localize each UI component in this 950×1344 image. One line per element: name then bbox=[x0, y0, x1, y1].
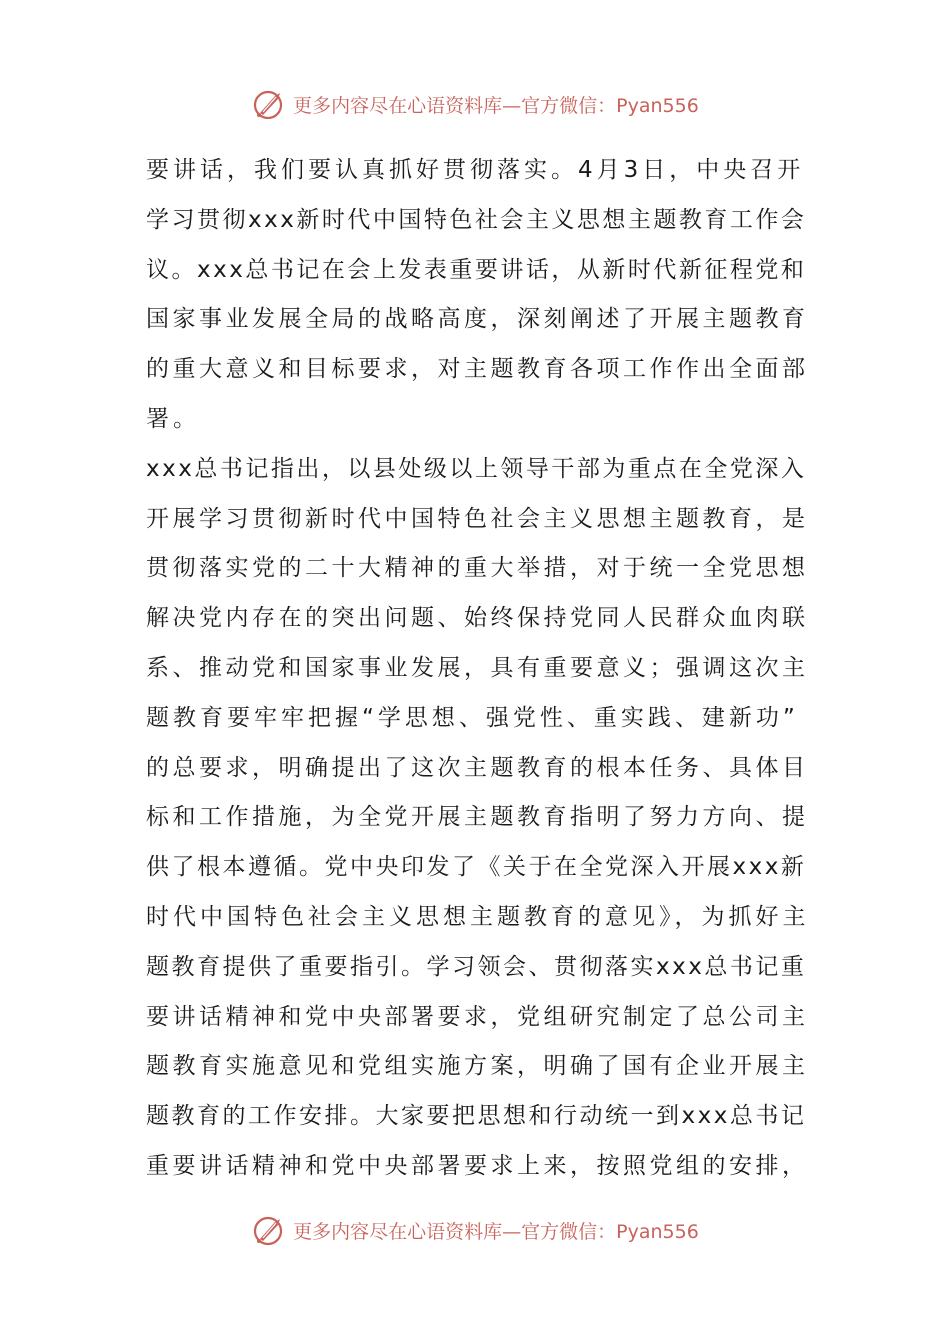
header-banner bbox=[0, 82, 950, 126]
body-line: 国家事业发展全局的战略高度，深刻阐述了开展主题教育 bbox=[146, 306, 809, 333]
body-line: 议。xxx总书记在会上发表重要讲话，从新时代新征程党和 bbox=[146, 256, 807, 283]
footer-banner bbox=[0, 1208, 950, 1252]
body-line: 系、推动党和国家事业发展，具有重要意义；强调这次主 bbox=[146, 654, 809, 681]
body-line: 解决党内存在的突出问题、始终保持党同人民群众血肉联 bbox=[146, 605, 809, 632]
footer-wechat-id: Pyan556 bbox=[616, 1220, 699, 1243]
footer-banner-text: 更多内容尽在心语资料库—官方微信：Pyan556 bbox=[293, 1220, 699, 1243]
document-body bbox=[146, 146, 810, 1192]
body-line: 署。 bbox=[146, 405, 200, 432]
body-line: 要讲话，我们要认真抓好贯彻落实。4月3日，中央召开 bbox=[146, 157, 805, 183]
body-line: 时代中国特色社会主义思想主题教育的意见》，为抓好主 bbox=[146, 903, 810, 930]
body-line: 重要讲话精神和党中央部署要求上来，按照党组的安排， bbox=[146, 1152, 809, 1179]
pen-nib-logo-icon bbox=[251, 86, 287, 122]
pen-nib-logo-icon bbox=[251, 1212, 287, 1248]
body-line: 题教育要牢牢把握“学思想、强党性、重实践、建新功” bbox=[146, 704, 799, 731]
body-line: xxx总书记指出，以县处级以上领导干部为重点在全党深入 bbox=[146, 455, 807, 482]
body-line: 供了根本遵循。党中央印发了《关于在全党深入开展xxx新 bbox=[146, 854, 807, 881]
body-line: 题教育实施意见和党组实施方案，明确了国有企业开展主 bbox=[146, 1053, 809, 1080]
body-line: 的总要求，明确提出了这次主题教育的根本任务、具体目 bbox=[146, 754, 809, 781]
body-line: 题教育的工作安排。大家要把思想和行动统一到xxx总书记 bbox=[146, 1103, 807, 1130]
body-line: 的重大意义和目标要求，对主题教育各项工作作出全面部 bbox=[146, 356, 809, 383]
body-line: 标和工作措施，为全党开展主题教育指明了努力方向、提 bbox=[146, 804, 809, 831]
body-line: 题教育提供了重要指引。学习领会、贯彻落实xxx总书记重 bbox=[146, 953, 807, 980]
body-line: 学习贯彻xxx新时代中国特色社会主义思想主题教育工作会 bbox=[146, 206, 807, 233]
body-line: 要讲话精神和党中央部署要求，党组研究制定了总公司主 bbox=[146, 1003, 809, 1030]
header-banner-text: 更多内容尽在心语资料库—官方微信：Pyan556 bbox=[293, 94, 699, 117]
body-line: 开展学习贯彻新时代中国特色社会主义思想主题教育，是 bbox=[146, 505, 809, 532]
header-wechat-id: Pyan556 bbox=[616, 94, 699, 117]
body-line: 贯彻落实党的二十大精神的重大举措，对于统一全党思想 bbox=[146, 555, 809, 582]
